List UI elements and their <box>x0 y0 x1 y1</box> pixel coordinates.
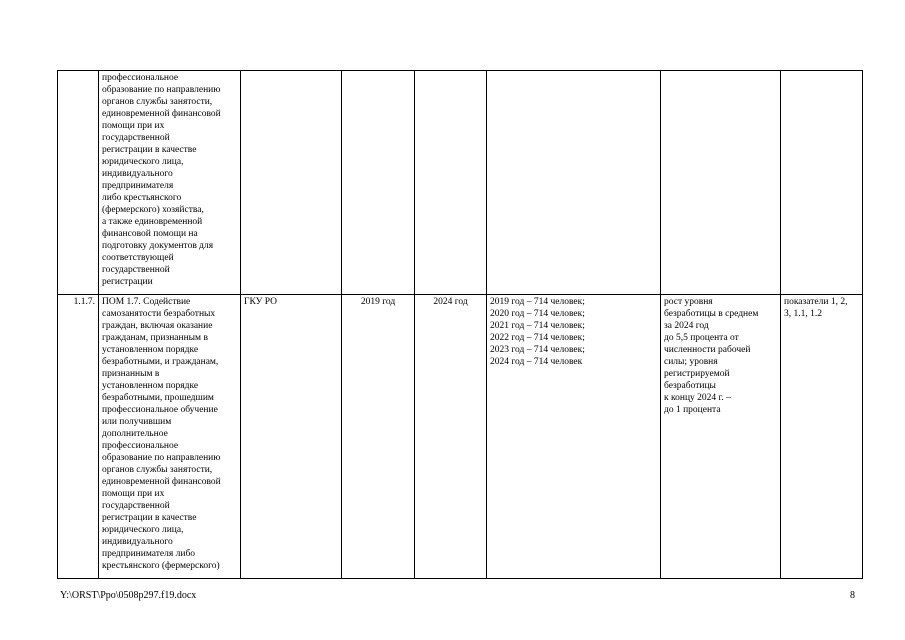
executor-cell <box>241 71 342 295</box>
measure-name-cell: ПОМ 1.7. Содействие самозанятости безработных граждан, включая оказание гражданам, признанным в установленном порядке безработными, и гражданам, признанным в установленном порядке безработными, прошедшим профессиональное обучение или получившим дополнительное профессиональное образование по направлению органов службы занятости, единовременной финансовой помощи при их государственной регистрации в качестве юридического лица, индивидуального предпринимателя либо крестьянского (фермерского) <box>99 295 241 579</box>
table-row <box>58 71 863 295</box>
measure-name-cell: профессиональное образование по направлению органов службы занятости, единовременной финансовой помощи при их государственной регистрации в качестве юридического лица, индивидуального предпринимателя либо крестьянского (фермерского) хозяйства, а также единовременной финансовой помощи на подготовку документов для соответствующей государственной регистрации <box>99 71 241 295</box>
linked-indicators-cell <box>781 71 863 295</box>
linked-indicators-cell: показатели 1, 2, 3, 1.1, 1.2 <box>781 295 863 579</box>
start-year-cell: 2019 год <box>342 295 415 579</box>
program-measures-table <box>57 70 863 579</box>
start-year-cell <box>342 71 415 295</box>
row-number-cell: 1.1.7. <box>58 295 99 579</box>
page-number: 8 <box>850 590 855 601</box>
executor-cell: ГКУ РО <box>241 295 342 579</box>
row-number-cell <box>58 71 99 295</box>
end-year-cell <box>415 71 487 295</box>
document-file-path: Y:\ORST\Ppo\0508p297.f19.docx <box>60 590 197 601</box>
indicators-cell <box>487 71 661 295</box>
expected-result-cell <box>661 71 781 295</box>
expected-result-cell: рост уровня безработицы в среднем за 2024 год до 5,5 процента от численности рабочей силы; уровня регистрируемой безработицы к концу 2024 г. – до 1 процента <box>661 295 781 579</box>
indicators-cell: 2019 год – 714 человек; 2020 год – 714 человек; 2021 год – 714 человек; 2022 год – 714 человек; 2023 год – 714 человек; 2024 год – 714 человек <box>487 295 661 579</box>
table-row <box>58 295 863 579</box>
end-year-cell: 2024 год <box>415 295 487 579</box>
